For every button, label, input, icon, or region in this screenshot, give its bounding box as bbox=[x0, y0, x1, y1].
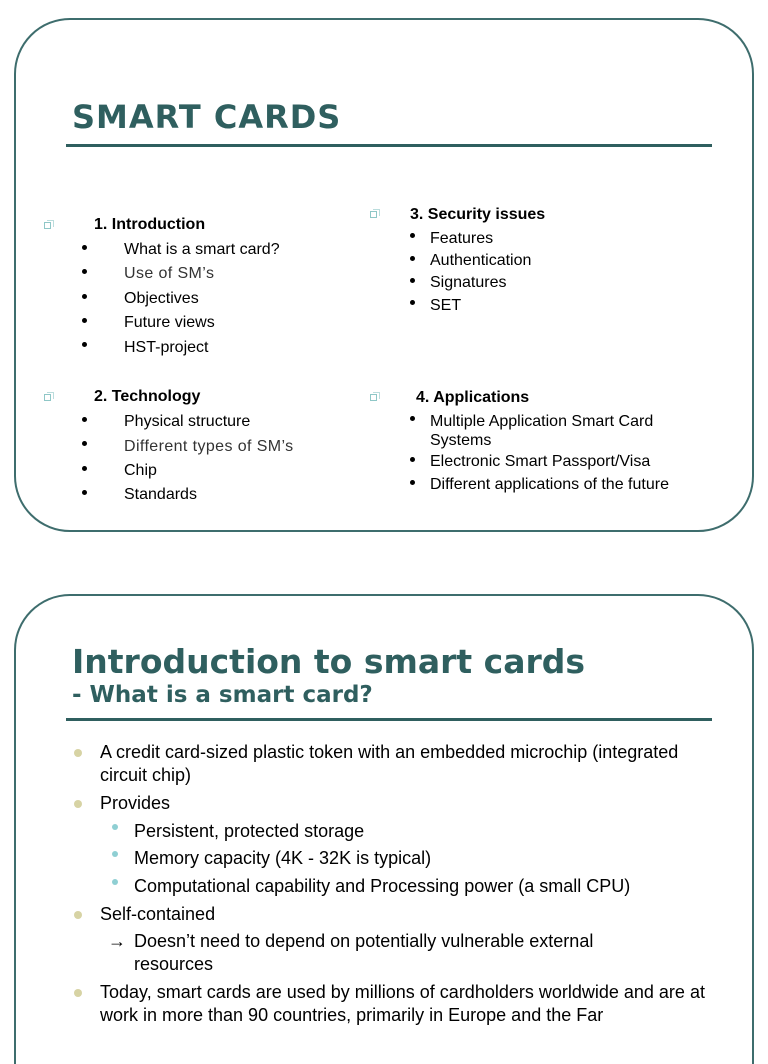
bullet-dot bbox=[82, 342, 87, 347]
list-item: Standards bbox=[124, 486, 197, 503]
section-heading-security: 3. Security issues bbox=[410, 206, 546, 223]
bullet-dot bbox=[410, 416, 415, 421]
list-item: Use of SM’s bbox=[124, 265, 215, 282]
checkbox-bullet-icon bbox=[370, 394, 377, 401]
bullet-dot bbox=[74, 800, 82, 808]
bullet-dot bbox=[410, 256, 415, 261]
sub-bullet-dot bbox=[112, 879, 118, 885]
list-item: SET bbox=[430, 297, 462, 314]
section-heading-introduction: 1. Introduction bbox=[94, 216, 206, 233]
bullet-dot bbox=[410, 233, 415, 238]
title-rule bbox=[66, 144, 712, 147]
slide-1-title: SMART CARDS bbox=[72, 98, 342, 136]
list-item: Chip bbox=[124, 462, 157, 479]
section-heading-technology: 2. Technology bbox=[94, 388, 201, 405]
slide-2-title: Introduction to smart cards bbox=[72, 642, 586, 681]
point-provides: Provides bbox=[100, 793, 171, 813]
sub-bullet-dot bbox=[112, 851, 118, 857]
checkbox-bullet-icon bbox=[370, 211, 377, 218]
list-item: Different types of SM’s bbox=[124, 438, 294, 455]
slide-2 bbox=[14, 594, 754, 1064]
list-item: Electronic Smart Passport/Visa bbox=[430, 453, 651, 470]
bullet-dot bbox=[82, 441, 87, 446]
bullet-dot bbox=[82, 318, 87, 323]
bullet-dot bbox=[74, 989, 82, 997]
list-item: Objectives bbox=[124, 290, 199, 307]
slide-1 bbox=[14, 18, 754, 532]
bullet-dot bbox=[82, 490, 87, 495]
bullet-dot bbox=[410, 480, 415, 485]
list-item: Future views bbox=[124, 314, 215, 331]
bullet-dot bbox=[82, 245, 87, 250]
bullet-dot bbox=[82, 294, 87, 299]
list-item: Signatures bbox=[430, 274, 507, 291]
point-definition: A credit card-sized plastic token with an embedded microchip (integrated circuit chip) bbox=[100, 742, 679, 785]
list-item: Physical structure bbox=[124, 413, 251, 430]
list-item: HST-project bbox=[124, 339, 209, 356]
slide-2-subtitle: - What is a smart card? bbox=[72, 682, 373, 708]
arrow-right-icon: → bbox=[108, 931, 126, 951]
bullet-dot bbox=[74, 911, 82, 919]
list-item: What is a smart card? bbox=[124, 241, 280, 258]
checkbox-bullet-icon bbox=[44, 394, 51, 401]
section-heading-applications: 4. Applications bbox=[416, 389, 530, 406]
point-usage: Today, smart cards are used by millions of cardholders worldwide and are at work in more than 90 countries, primarily in Europe and the Far bbox=[100, 982, 705, 1025]
list-item: Different applications of the future bbox=[430, 476, 669, 493]
bullet-dot bbox=[410, 300, 415, 305]
bullet-dot bbox=[82, 417, 87, 422]
bullet-dot bbox=[410, 457, 415, 462]
sub-point-arrow: Doesn’t need to depend on potentially vulnerable external resources bbox=[134, 931, 594, 974]
bullet-dot bbox=[82, 269, 87, 274]
list-item: Multiple Application Smart Card Systems bbox=[430, 413, 654, 449]
title-rule bbox=[66, 718, 712, 721]
sub-bullet-dot bbox=[112, 824, 118, 830]
checkbox-bullet-icon bbox=[44, 222, 51, 229]
sub-point: Persistent, protected storage bbox=[134, 821, 365, 841]
sub-point: Memory capacity (4K - 32K is typical) bbox=[134, 848, 432, 868]
bullet-dot bbox=[82, 466, 87, 471]
list-item: Features bbox=[430, 230, 494, 247]
point-self-contained: Self-contained bbox=[100, 904, 216, 924]
list-item: Authentication bbox=[430, 252, 532, 269]
bullet-dot bbox=[410, 278, 415, 283]
sub-point: Computational capability and Processing power (a small CPU) bbox=[134, 876, 631, 896]
bullet-dot bbox=[74, 749, 82, 757]
